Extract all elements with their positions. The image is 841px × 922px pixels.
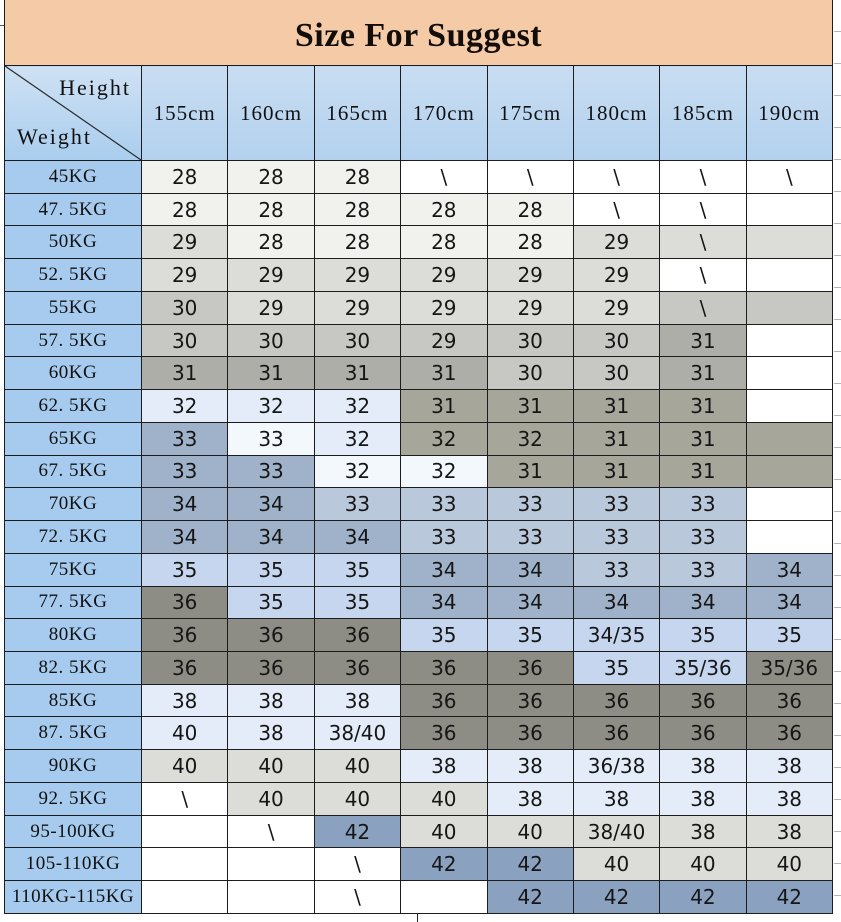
size-cell: 28 bbox=[228, 193, 314, 226]
size-cell: 36 bbox=[746, 684, 832, 717]
size-cell: 34 bbox=[487, 553, 573, 586]
size-cell: 38 bbox=[660, 815, 746, 848]
size-cell: 33 bbox=[660, 488, 746, 521]
row-weight-label: 57. 5KG bbox=[5, 324, 142, 357]
size-cell: 32 bbox=[314, 422, 400, 455]
table-row bbox=[5, 259, 833, 292]
size-cell: 35 bbox=[142, 553, 228, 586]
size-cell: 42 bbox=[746, 881, 832, 914]
row-weight-label: 65KG bbox=[5, 422, 142, 455]
size-cell: 35 bbox=[573, 652, 659, 685]
size-cell bbox=[746, 291, 832, 324]
size-cell: 36/38 bbox=[573, 750, 659, 783]
table-row bbox=[5, 324, 833, 357]
size-cell bbox=[142, 881, 228, 914]
row-weight-label: 77. 5KG bbox=[5, 586, 142, 619]
size-cell: 38 bbox=[487, 782, 573, 815]
row-weight-label: 95-100KG bbox=[5, 815, 142, 848]
size-cell: 31 bbox=[487, 455, 573, 488]
size-cell: 28 bbox=[142, 161, 228, 194]
table-row bbox=[5, 652, 833, 685]
size-cell: 31 bbox=[660, 324, 746, 357]
size-cell: 28 bbox=[314, 161, 400, 194]
size-cell: 38 bbox=[142, 684, 228, 717]
size-cell bbox=[746, 324, 832, 357]
size-cell: 31 bbox=[314, 357, 400, 390]
size-cell: 35 bbox=[228, 553, 314, 586]
size-cell: 30 bbox=[228, 324, 314, 357]
size-cell: 38/40 bbox=[314, 717, 400, 750]
size-cell: 28 bbox=[314, 226, 400, 259]
size-cell: 29 bbox=[142, 226, 228, 259]
size-cell bbox=[746, 259, 832, 292]
table-row bbox=[5, 455, 833, 488]
size-cell: 34 bbox=[142, 521, 228, 554]
size-cell: 33 bbox=[314, 488, 400, 521]
size-cell: 33 bbox=[573, 553, 659, 586]
size-cell: 42 bbox=[314, 815, 400, 848]
size-cell: 34 bbox=[746, 586, 832, 619]
size-cell: 30 bbox=[573, 324, 659, 357]
size-cell: 31 bbox=[573, 422, 659, 455]
size-cell: 38 bbox=[228, 717, 314, 750]
size-cell: 33 bbox=[660, 521, 746, 554]
size-cell: 34 bbox=[573, 586, 659, 619]
page-title: Size For Suggest bbox=[294, 16, 543, 54]
size-cell: \ bbox=[573, 193, 659, 226]
table-row bbox=[5, 684, 833, 717]
size-cell: 30 bbox=[314, 324, 400, 357]
row-weight-label: 72. 5KG bbox=[5, 521, 142, 554]
size-cell: 34 bbox=[228, 521, 314, 554]
row-weight-label: 55KG bbox=[5, 291, 142, 324]
row-weight-label: 87. 5KG bbox=[5, 717, 142, 750]
size-cell: 29 bbox=[228, 291, 314, 324]
size-cell: 36 bbox=[487, 652, 573, 685]
column-header: 170cm bbox=[401, 66, 487, 161]
table-row bbox=[5, 226, 833, 259]
size-cell: 33 bbox=[142, 455, 228, 488]
size-cell bbox=[746, 390, 832, 423]
size-cell: 32 bbox=[142, 390, 228, 423]
size-cell: 35 bbox=[228, 586, 314, 619]
size-cell: 28 bbox=[487, 226, 573, 259]
size-cell: \ bbox=[401, 161, 487, 194]
size-cell: 29 bbox=[487, 259, 573, 292]
size-cell bbox=[746, 422, 832, 455]
size-cell: 30 bbox=[487, 324, 573, 357]
size-cell: 32 bbox=[228, 390, 314, 423]
row-weight-label: 50KG bbox=[5, 226, 142, 259]
size-cell: 31 bbox=[487, 390, 573, 423]
size-cell: 36 bbox=[660, 717, 746, 750]
row-weight-label: 45KG bbox=[5, 161, 142, 194]
table-row bbox=[5, 815, 833, 848]
size-cell: 29 bbox=[228, 259, 314, 292]
size-cell: 28 bbox=[401, 193, 487, 226]
size-cell: 38 bbox=[401, 750, 487, 783]
size-cell: 28 bbox=[401, 226, 487, 259]
table-row bbox=[5, 848, 833, 881]
size-cell: 29 bbox=[487, 291, 573, 324]
size-cell: 29 bbox=[401, 259, 487, 292]
size-cell: 31 bbox=[660, 390, 746, 423]
table-row bbox=[5, 390, 833, 423]
column-header: 160cm bbox=[228, 66, 314, 161]
size-cell: 36 bbox=[573, 717, 659, 750]
row-weight-label: 75KG bbox=[5, 553, 142, 586]
size-cell: 32 bbox=[314, 390, 400, 423]
row-weight-label: 67. 5KG bbox=[5, 455, 142, 488]
size-cell: 34 bbox=[660, 586, 746, 619]
size-cell: 38 bbox=[746, 750, 832, 783]
size-cell: 40 bbox=[401, 815, 487, 848]
size-cell: 33 bbox=[487, 521, 573, 554]
table-row bbox=[5, 750, 833, 783]
size-cell: 30 bbox=[573, 357, 659, 390]
size-cell: 28 bbox=[314, 193, 400, 226]
table-title-bar bbox=[4, 0, 833, 65]
column-header: 155cm bbox=[142, 66, 228, 161]
size-cell: 34 bbox=[228, 488, 314, 521]
table-row bbox=[5, 422, 833, 455]
corner-cell bbox=[5, 66, 142, 161]
size-cell: 36 bbox=[314, 652, 400, 685]
size-cell: 36 bbox=[401, 684, 487, 717]
size-cell: 36 bbox=[314, 619, 400, 652]
size-cell: 36 bbox=[142, 619, 228, 652]
table-row bbox=[5, 553, 833, 586]
size-cell: \ bbox=[487, 161, 573, 194]
size-cell: \ bbox=[142, 782, 228, 815]
size-cell: 32 bbox=[487, 422, 573, 455]
size-cell: 33 bbox=[573, 488, 659, 521]
row-weight-label: 92. 5KG bbox=[5, 782, 142, 815]
size-cell: 38 bbox=[746, 815, 832, 848]
size-cell bbox=[142, 848, 228, 881]
size-cell: 36 bbox=[228, 652, 314, 685]
size-cell: 29 bbox=[573, 259, 659, 292]
row-weight-label: 82. 5KG bbox=[5, 652, 142, 685]
size-cell: 35 bbox=[401, 619, 487, 652]
size-cell: 38 bbox=[314, 684, 400, 717]
row-weight-label: 80KG bbox=[5, 619, 142, 652]
size-cell: 36 bbox=[401, 652, 487, 685]
size-cell: 31 bbox=[401, 390, 487, 423]
table-row bbox=[5, 619, 833, 652]
size-cell: 33 bbox=[142, 422, 228, 455]
size-cell bbox=[228, 881, 314, 914]
table-row bbox=[5, 193, 833, 226]
size-cell bbox=[746, 488, 832, 521]
size-cell: 36 bbox=[660, 684, 746, 717]
size-cell: 34 bbox=[142, 488, 228, 521]
size-cell: 29 bbox=[573, 291, 659, 324]
size-cell: 29 bbox=[573, 226, 659, 259]
row-weight-label: 105-110KG bbox=[5, 848, 142, 881]
size-cell: 34 bbox=[746, 553, 832, 586]
row-weight-label: 62. 5KG bbox=[5, 390, 142, 423]
gridline-stub-top bbox=[0, 25, 4, 26]
table-row bbox=[5, 881, 833, 914]
size-cell bbox=[142, 815, 228, 848]
size-cell: 34 bbox=[487, 586, 573, 619]
size-cell: 42 bbox=[401, 848, 487, 881]
size-cell: 29 bbox=[314, 259, 400, 292]
size-cell: 38 bbox=[660, 750, 746, 783]
size-cell: 36 bbox=[401, 717, 487, 750]
table-row bbox=[5, 521, 833, 554]
size-cell: 36 bbox=[228, 619, 314, 652]
size-cell: \ bbox=[314, 848, 400, 881]
column-header: 175cm bbox=[487, 66, 573, 161]
size-cell: 42 bbox=[487, 881, 573, 914]
size-cell: 33 bbox=[660, 553, 746, 586]
size-cell: 28 bbox=[228, 161, 314, 194]
size-cell: 40 bbox=[746, 848, 832, 881]
size-cell: 42 bbox=[487, 848, 573, 881]
size-cell: 35 bbox=[746, 619, 832, 652]
size-cell: 30 bbox=[142, 324, 228, 357]
size-cell: 36 bbox=[487, 717, 573, 750]
size-cell: 33 bbox=[487, 488, 573, 521]
size-cell: 38 bbox=[746, 782, 832, 815]
table-row bbox=[5, 488, 833, 521]
column-header: 185cm bbox=[660, 66, 746, 161]
size-cell bbox=[746, 521, 832, 554]
size-cell: 36 bbox=[573, 684, 659, 717]
size-cell: 28 bbox=[487, 193, 573, 226]
size-cell: 40 bbox=[314, 782, 400, 815]
table-row bbox=[5, 586, 833, 619]
size-cell: 35 bbox=[487, 619, 573, 652]
size-cell: 31 bbox=[573, 455, 659, 488]
size-cell: 42 bbox=[660, 881, 746, 914]
size-cell: 40 bbox=[487, 815, 573, 848]
row-weight-label: 70KG bbox=[5, 488, 142, 521]
size-cell: 36 bbox=[746, 717, 832, 750]
row-weight-label: 85KG bbox=[5, 684, 142, 717]
column-header: 190cm bbox=[746, 66, 832, 161]
size-cell: 28 bbox=[142, 193, 228, 226]
size-cell: 36 bbox=[487, 684, 573, 717]
table-row bbox=[5, 357, 833, 390]
size-cell: 31 bbox=[401, 357, 487, 390]
size-cell: 35 bbox=[314, 553, 400, 586]
size-cell: \ bbox=[660, 226, 746, 259]
size-cell bbox=[746, 193, 832, 226]
gridline-stub-bottom bbox=[417, 913, 418, 922]
size-cell: 29 bbox=[401, 324, 487, 357]
row-weight-label: 52. 5KG bbox=[5, 259, 142, 292]
column-header: 165cm bbox=[314, 66, 400, 161]
size-cell: 32 bbox=[401, 422, 487, 455]
size-cell: 35/36 bbox=[746, 652, 832, 685]
table-row bbox=[5, 161, 833, 194]
size-cell: 34 bbox=[401, 586, 487, 619]
row-weight-label: 60KG bbox=[5, 357, 142, 390]
table-row bbox=[5, 717, 833, 750]
size-cell: 31 bbox=[660, 422, 746, 455]
size-cell: 34 bbox=[314, 521, 400, 554]
size-cell: 30 bbox=[487, 357, 573, 390]
size-cell: 34 bbox=[401, 553, 487, 586]
size-cell: 40 bbox=[314, 750, 400, 783]
size-cell bbox=[746, 455, 832, 488]
weight-axis-label: Weight bbox=[17, 124, 92, 149]
size-cell: 40 bbox=[660, 848, 746, 881]
size-cell: \ bbox=[573, 161, 659, 194]
size-cell: \ bbox=[314, 881, 400, 914]
size-cell: 35/36 bbox=[660, 652, 746, 685]
column-header: 180cm bbox=[573, 66, 659, 161]
size-cell bbox=[228, 848, 314, 881]
size-cell: 33 bbox=[228, 422, 314, 455]
size-cell: 30 bbox=[142, 291, 228, 324]
size-cell bbox=[746, 357, 832, 390]
size-cell: 38 bbox=[660, 782, 746, 815]
size-cell: \ bbox=[660, 291, 746, 324]
size-cell: 38 bbox=[487, 750, 573, 783]
size-cell: 31 bbox=[142, 357, 228, 390]
size-cell: 33 bbox=[573, 521, 659, 554]
table-row bbox=[5, 291, 833, 324]
size-cell: 36 bbox=[142, 652, 228, 685]
table-row bbox=[5, 782, 833, 815]
size-cell: 31 bbox=[660, 455, 746, 488]
size-cell: 40 bbox=[228, 782, 314, 815]
size-cell: 40 bbox=[573, 848, 659, 881]
size-cell: 29 bbox=[314, 291, 400, 324]
size-cell: 38 bbox=[573, 782, 659, 815]
size-cell: 34/35 bbox=[573, 619, 659, 652]
size-cell: 33 bbox=[401, 488, 487, 521]
row-weight-label: 47. 5KG bbox=[5, 193, 142, 226]
size-cell: \ bbox=[660, 259, 746, 292]
sheet-right-margin bbox=[834, 0, 841, 922]
size-cell: 32 bbox=[314, 455, 400, 488]
size-cell: 36 bbox=[142, 586, 228, 619]
size-cell: 38/40 bbox=[573, 815, 659, 848]
size-cell: 40 bbox=[142, 750, 228, 783]
size-cell: \ bbox=[660, 161, 746, 194]
size-cell: 40 bbox=[142, 717, 228, 750]
size-cell: \ bbox=[660, 193, 746, 226]
header-row bbox=[5, 66, 833, 161]
size-cell: 33 bbox=[228, 455, 314, 488]
size-cell: 33 bbox=[401, 521, 487, 554]
size-cell bbox=[746, 226, 832, 259]
size-cell: \ bbox=[746, 161, 832, 194]
size-cell: 35 bbox=[660, 619, 746, 652]
size-cell: 40 bbox=[228, 750, 314, 783]
size-cell: \ bbox=[228, 815, 314, 848]
size-cell: 38 bbox=[228, 684, 314, 717]
size-cell: 42 bbox=[573, 881, 659, 914]
height-axis-label: Height bbox=[59, 75, 131, 100]
size-cell: 35 bbox=[314, 586, 400, 619]
size-cell bbox=[401, 881, 487, 914]
size-cell: 31 bbox=[228, 357, 314, 390]
size-cell: 29 bbox=[142, 259, 228, 292]
size-cell: 32 bbox=[401, 455, 487, 488]
size-table bbox=[4, 65, 833, 914]
size-cell: 28 bbox=[228, 226, 314, 259]
size-cell: 31 bbox=[660, 357, 746, 390]
size-cell: 40 bbox=[401, 782, 487, 815]
row-weight-label: 110KG-115KG bbox=[5, 881, 142, 914]
size-cell: 31 bbox=[573, 390, 659, 423]
row-weight-label: 90KG bbox=[5, 750, 142, 783]
size-cell: 29 bbox=[401, 291, 487, 324]
